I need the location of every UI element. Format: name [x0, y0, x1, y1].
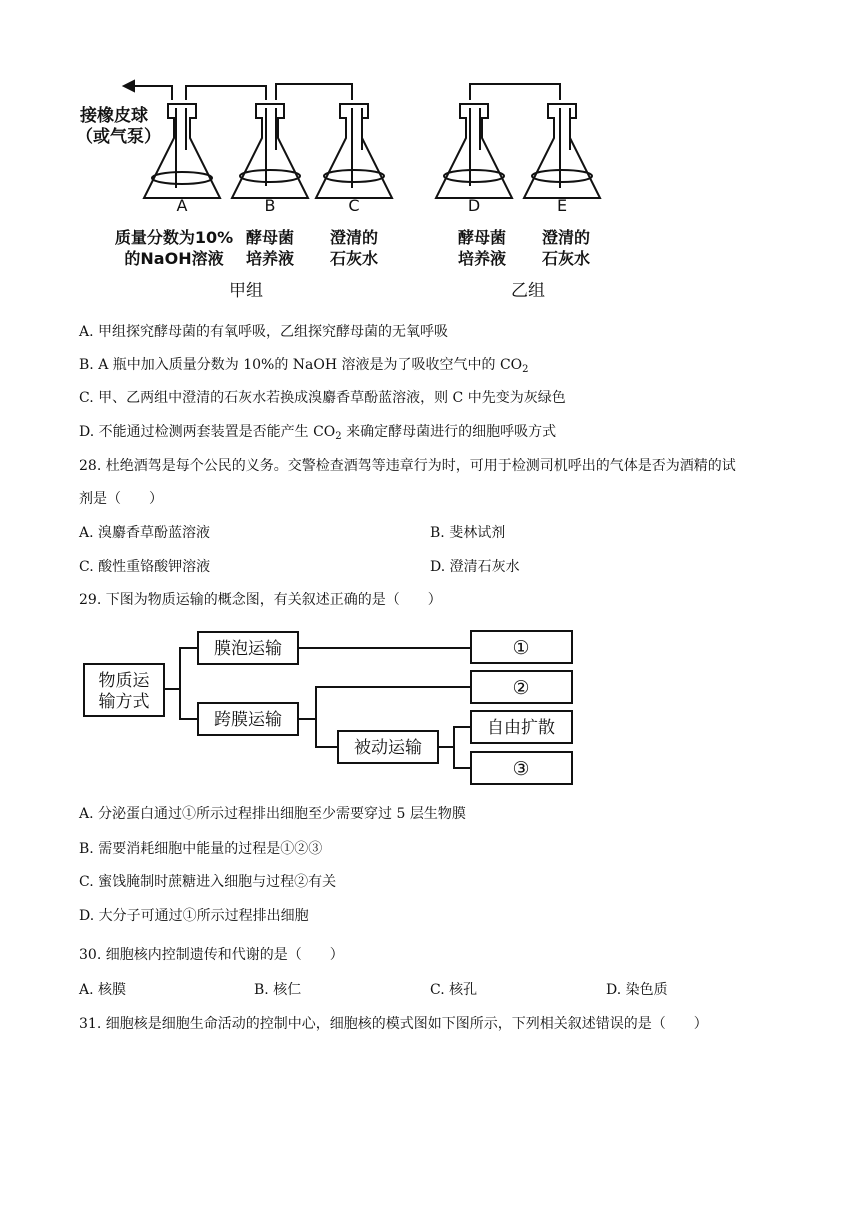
- q28-option-b: B. 斐林试剂: [430, 525, 506, 541]
- group-yi-label: 乙组: [511, 281, 545, 301]
- flask-b-label: 酵母菌: [245, 228, 295, 247]
- q27-option-b-text: B. A 瓶中加入质量分数为 10%的 NaOH 溶液是为了吸收空气中的 CO: [79, 357, 523, 373]
- flask-b-letter: B: [264, 196, 276, 215]
- flask-d-label-2: 培养液: [457, 249, 507, 268]
- q29-option-d: D. 大分子可通过①所示过程排出细胞: [79, 908, 309, 924]
- flask-b-label-2: 培养液: [245, 249, 295, 268]
- q29-option-c: C. 蜜饯腌制时蔗糖进入细胞与过程②有关: [79, 874, 337, 890]
- concept-vesicle-transport: 膜泡运输: [214, 639, 282, 659]
- q27-option-c: C. 甲、乙两组中澄清的石灰水若换成溴麝香草酚蓝溶液，则 C 中先变为灰绿色: [79, 390, 566, 406]
- concept-free-diffusion: 自由扩散: [487, 718, 555, 738]
- q28-stem: 28. 杜绝酒驾是每个公民的义务。交警检查酒驾等违章行为时，可用于检测司机呼出的气体是否为酒精的试: [79, 458, 736, 474]
- flask-apparatus-figure: [70, 70, 630, 305]
- flask-d-label: 酵母菌: [457, 228, 507, 247]
- q29-option-a: A. 分泌蛋白通过①所示过程排出细胞至少需要穿过 5 层生物膜: [79, 806, 466, 822]
- flask-e-label-2: 石灰水: [541, 249, 591, 268]
- flask-e-letter: E: [556, 196, 568, 215]
- q30-option-b: B. 核仁: [254, 982, 302, 998]
- flask-e-label: 澄清的: [541, 228, 591, 247]
- q30-option-c: C. 核孔: [430, 982, 478, 998]
- flask-c-label-2: 石灰水: [329, 249, 379, 268]
- q28-option-d: D. 澄清石灰水: [430, 559, 520, 575]
- flask-a-label-2: 的NaOH溶液: [124, 249, 224, 268]
- concept-circle-3: ③: [512, 758, 530, 780]
- pump-label: 接橡皮球: [80, 106, 148, 126]
- q31-stem: 31. 细胞核是细胞生命活动的控制中心，细胞核的模式图如下图所示，下列相关叙述错误的是（ ）: [79, 1016, 708, 1032]
- q28-option-c: C. 酸性重铬酸钾溶液: [79, 559, 211, 575]
- q27-option-d: [79, 423, 556, 446]
- q30-option-d: D. 染色质: [606, 982, 668, 998]
- q27-option-b: [79, 356, 529, 379]
- q30-stem: 30. 细胞核内控制遗传和代谢的是（ ）: [79, 947, 344, 963]
- group-jia-label: 甲组: [229, 281, 263, 301]
- q27-option-d-text-end: 来确定酵母菌进行的细胞呼吸方式: [341, 424, 557, 440]
- q27-option-d-text: D. 不能通过检测两套装置是否能产生 CO: [79, 424, 336, 440]
- flask-c-label: 澄清的: [329, 228, 379, 247]
- q27-option-b-subscript: 2: [522, 364, 529, 375]
- concept-circle-2: ②: [512, 677, 530, 699]
- concept-transmembrane-transport: 跨膜运输: [214, 710, 282, 730]
- q28-option-a: A. 溴麝香草酚蓝溶液: [79, 525, 211, 541]
- transport-concept-map: [76, 625, 581, 790]
- concept-passive-transport: 被动运输: [354, 738, 422, 758]
- flask-a-letter: A: [176, 196, 188, 215]
- concept-circle-1: ①: [512, 637, 530, 659]
- pump-label-sub: （或气泵）: [76, 127, 161, 147]
- flask-c-letter: C: [348, 196, 360, 215]
- q30-option-a: A. 核膜: [79, 982, 127, 998]
- concept-root-2: 输方式: [98, 692, 150, 712]
- flask-a-label: 质量分数为10%: [114, 228, 234, 247]
- q29-stem: 29. 下图为物质运输的概念图，有关叙述正确的是（ ）: [79, 592, 442, 608]
- flask-d-letter: D: [467, 196, 481, 215]
- q29-option-b: B. 需要消耗细胞中能量的过程是①②③: [79, 841, 323, 857]
- q27-option-a: A. 甲组探究酵母菌的有氧呼吸，乙组探究酵母菌的无氧呼吸: [79, 324, 449, 340]
- q28-stem-cont: 剂是（ ）: [79, 491, 163, 507]
- q27-option-d-subscript: 2: [335, 431, 342, 442]
- concept-root: 物质运: [98, 671, 150, 691]
